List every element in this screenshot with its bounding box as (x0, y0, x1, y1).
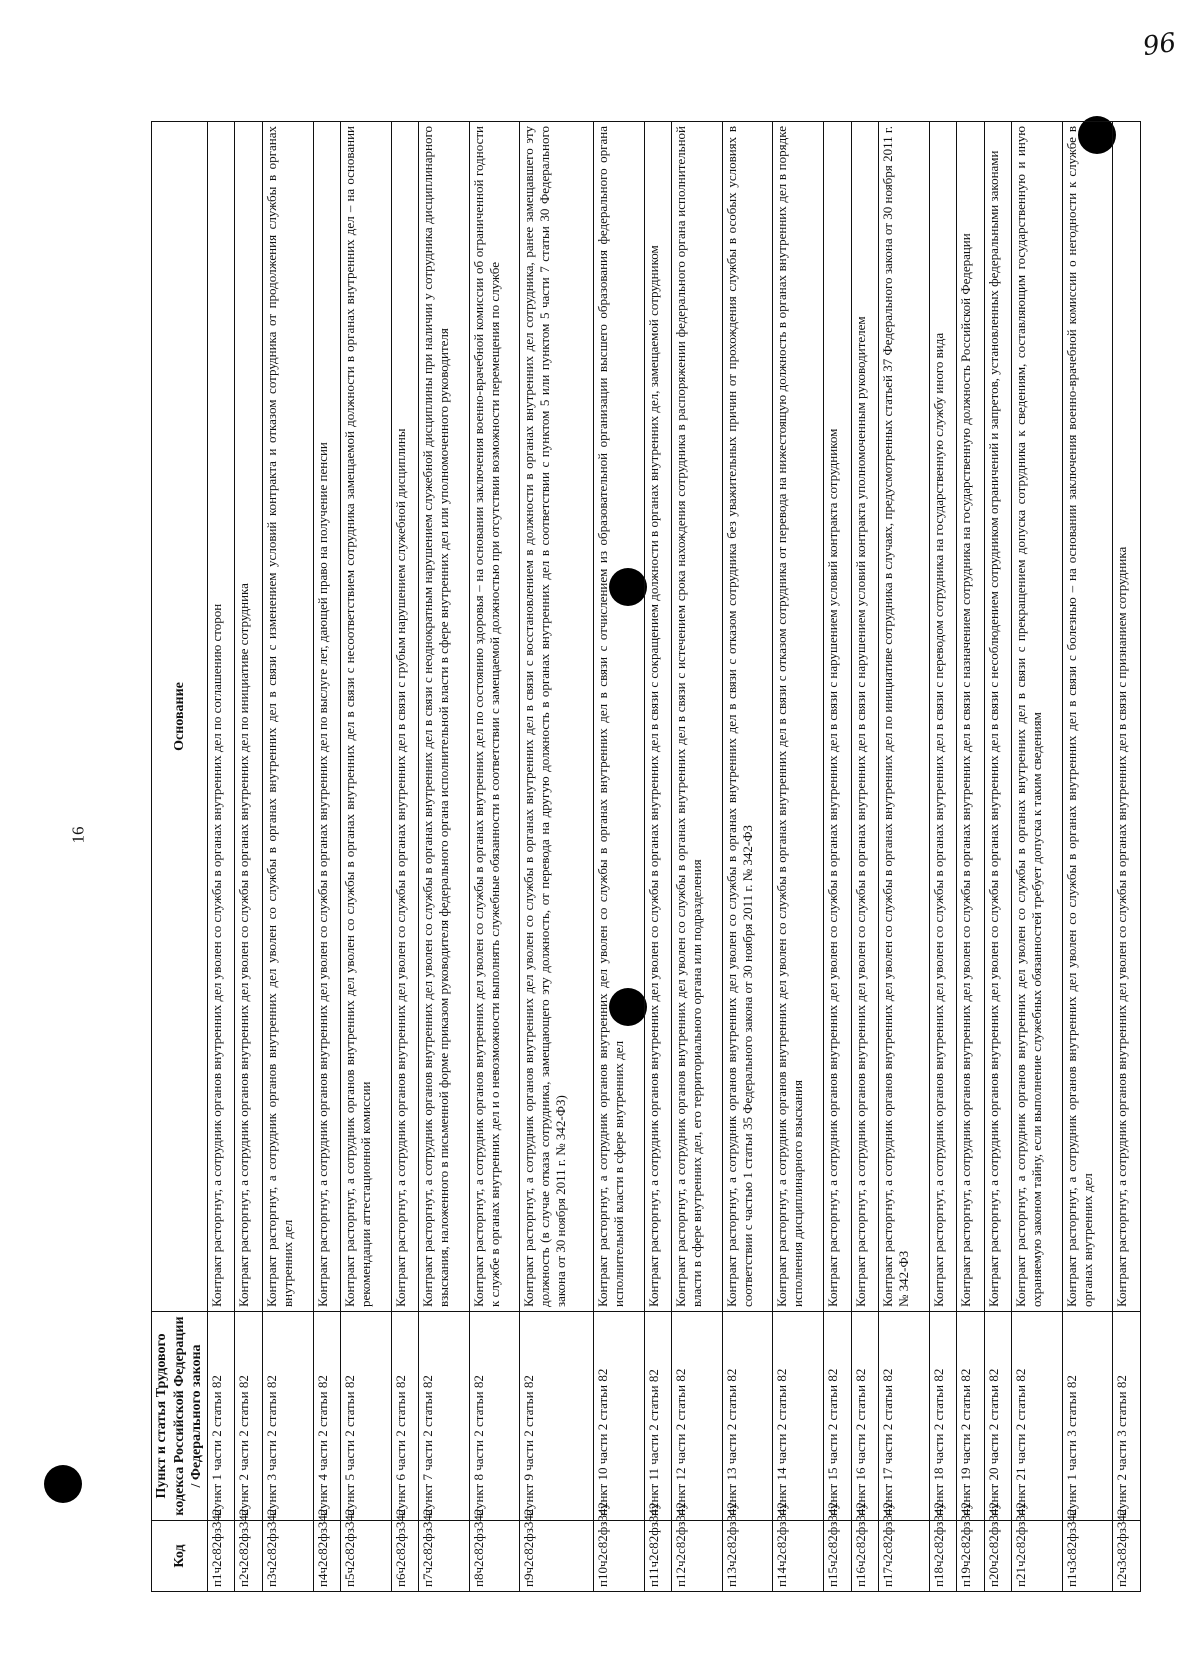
cell-code: п8ч2с82фз342 (469, 1521, 520, 1592)
table-row (1012, 122, 1063, 1592)
cell-basis: Контракт расторгнут, а сотрудник органов внутренних дел уволен со службы в органах внутренних дел по инициативе сотрудника в случаях, предусмотренных статьей 37 Федерального закона от 30 ноября 2011 г. № 342-ФЗ (879, 122, 930, 1312)
cell-code: п3ч2с82фз342 (262, 1521, 313, 1592)
table-row (722, 122, 773, 1592)
cell-code: п2ч2с82фз342 (235, 1521, 262, 1592)
table-row (235, 122, 262, 1592)
cell-article: пункт 12 части 2 статьи 82 (672, 1312, 723, 1521)
cell-basis: Контракт расторгнут, а сотрудник органов внутренних дел уволен со службы в органах внутренних дел в связи с грубым нарушением служебной дисциплины (391, 122, 418, 1312)
cell-code: п11ч2с82фз342 (644, 1521, 671, 1592)
table-row (957, 122, 984, 1592)
cell-basis: Контракт расторгнут, а сотрудник органов внутренних дел уволен со службы в органах внутренних дел в связи с восстановлением в должности в органах внутренних дел сотрудника, ранее замещавшего эту должность (в случае отказа сотрудника, замещающего эту должность, от перевода на другую должность в органах внутренних дел в соответствии с пунктом 5 или пунктом 5 части 7 статьи 30 Федерального закона от 30 ноября 2011 г. № 342-ФЗ) (520, 122, 594, 1312)
table-row (520, 122, 594, 1592)
table-body (208, 122, 1141, 1592)
table-row (851, 122, 878, 1592)
cell-article: пункт 20 части 2 статьи 82 (984, 1312, 1011, 1521)
cell-article: пункт 2 части 2 статьи 82 (235, 1312, 262, 1521)
cell-article: пункт 9 части 2 статьи 82 (520, 1312, 594, 1521)
table-row (262, 122, 313, 1592)
cell-code: п17ч2с82фз342 (879, 1521, 930, 1592)
cell-code: п16ч2с82фз342 (851, 1521, 878, 1592)
table-row (391, 122, 418, 1592)
cell-basis: Контракт расторгнут, а сотрудник органов внутренних дел уволен со службы в органах внутренних дел в связи с сокращением должности в органах внутренних дел, замещаемой сотрудником (644, 122, 671, 1312)
table-row (644, 122, 671, 1592)
table-row (594, 122, 645, 1592)
cell-basis: Контракт расторгнут, а сотрудник органов внутренних дел уволен со службы в органах внутренних дел в связи с несоответствием сотрудника замещаемой должности в органах внутренних дел – на основании рекомендации аттестационной комиссии (341, 122, 392, 1312)
dismissal-basis-table (151, 121, 1141, 1592)
cell-article: пункт 14 части 2 статьи 82 (773, 1312, 824, 1521)
cell-article: пункт 15 части 2 статьи 82 (824, 1312, 851, 1521)
cell-article: пункт 7 части 2 статьи 82 (419, 1312, 470, 1521)
cell-article: пункт 4 части 2 статьи 82 (313, 1312, 340, 1521)
table-row (469, 122, 520, 1592)
header-code: Код (152, 1521, 208, 1592)
cell-code: п10ч2с82фз342 (594, 1521, 645, 1592)
cell-article: пункт 11 части 2 статьи 82 (644, 1312, 671, 1521)
table-header-row (152, 122, 208, 1592)
table-row (824, 122, 851, 1592)
cell-code: п13ч2с82фз342 (722, 1521, 773, 1592)
cell-article: пункт 1 части 2 статьи 82 (208, 1312, 235, 1521)
table-row (1113, 122, 1141, 1592)
cell-code: п1ч2с82фз342 (208, 1521, 235, 1592)
cell-basis: Контракт расторгнут, а сотрудник органов внутренних дел уволен со службы в органах внутренних дел в связи с прекращением допуска сотрудника к сведениям, составляющим государственную и иную охраняемую законом тайну, если выполнение служебных обязанностей требует допуска к таким сведениям (1012, 122, 1063, 1312)
table-row (672, 122, 723, 1592)
cell-code: п5ч2с82фз342 (341, 1521, 392, 1592)
cell-code: п2ч3с82фз342 (1113, 1521, 1141, 1592)
cell-article: пункт 16 части 2 статьи 82 (851, 1312, 878, 1521)
cell-basis: Контракт расторгнут, а сотрудник органов внутренних дел уволен со службы в органах внутренних дел по инициативе сотрудника (235, 122, 262, 1312)
table-row (313, 122, 340, 1592)
cell-article: пункт 17 части 2 статьи 82 (879, 1312, 930, 1521)
cell-article: пункт 5 части 2 статьи 82 (341, 1312, 392, 1521)
cell-basis: Контракт расторгнут, а сотрудник органов внутренних дел уволен со службы в органах внутренних дел в связи с изменением условий контракта и отказом сотрудника от продолжения службы в органах внутренних дел (262, 122, 313, 1312)
cell-basis: Контракт расторгнут, а сотрудник органов внутренних дел уволен со службы в органах внутренних дел в связи с отказом сотрудника от перевода на нижестоящую должность в органах внутренних дел в порядке исполнения дисциплинарного взыскания (773, 122, 824, 1312)
table-row (341, 122, 392, 1592)
cell-code: п4ч2с82фз342 (313, 1521, 340, 1592)
cell-article: пункт 3 части 2 статьи 82 (262, 1312, 313, 1521)
cell-basis: Контракт расторгнут, а сотрудник органов внутренних дел уволен со службы в органах внутренних дел в связи с болезнью – на основании заключения военно-врачебной комиссии о негодности к службе в органах внутренних дел (1062, 122, 1113, 1312)
cell-article: пункт 6 части 2 статьи 82 (391, 1312, 418, 1521)
cell-article: пункт 13 части 2 статьи 82 (722, 1312, 773, 1521)
table-row (1062, 122, 1113, 1592)
cell-basis: Контракт расторгнут, а сотрудник органов внутренних дел уволен со службы в органах внутренних дел в связи с неоднократным нарушением служебной дисциплины при наличии у сотрудника дисциплинарного взыскания, наложенного в письменной форме приказом руководителя федерального органа исполнительной власти в сфере внутренних дел или уполномоченного руководителя (419, 122, 470, 1312)
cell-code: п6ч2с82фз342 (391, 1521, 418, 1592)
cell-article: пункт 8 части 2 статьи 82 (469, 1312, 520, 1521)
cell-basis: Контракт расторгнут, а сотрудник органов внутренних дел уволен со службы в органах внутренних дел по состоянию здоровья – на основании заключения военно-врачебной комиссии об ограниченной годности к службе в органах внутренних дел и о невозможности выполнять служебные обязанности в соответствии с замещаемой должностью при отсутствии возможности перемещения по службе (469, 122, 520, 1312)
cell-basis: Контракт расторгнут, а сотрудник органов внутренних дел уволен со службы в органах внутренних дел в связи с нарушением условий контракта сотрудником (824, 122, 851, 1312)
cell-code: п14ч2с82фз342 (773, 1521, 824, 1592)
handwritten-page-number: 96 (1141, 27, 1179, 63)
cell-basis: Контракт расторгнут, а сотрудник органов внутренних дел уволен со службы в органах внутренних дел в связи с отчислением из образовательной организации высшего образования федерального органа исполнительной власти в сфере внутренних дел (594, 122, 645, 1312)
table-row (984, 122, 1011, 1592)
table-row (419, 122, 470, 1592)
table-row (208, 122, 235, 1592)
cell-code: п9ч2с82фз342 (520, 1521, 594, 1592)
cell-basis: Контракт расторгнут, а сотрудник органов внутренних дел уволен со службы в органах внутренних дел в связи с переводом сотрудника на государственную службу иного вида (929, 122, 956, 1312)
table-row (929, 122, 956, 1592)
cell-basis: Контракт расторгнут, а сотрудник органов внутренних дел уволен со службы в органах внутренних дел в связи с нарушением условий контракта уполномоченным руководителем (851, 122, 878, 1312)
cell-basis: Контракт расторгнут, а сотрудник органов внутренних дел уволен со службы в органах внутренних дел в связи с истечением срока нахождения сотрудника в распоряжении федерального органа исполнительной власти в сфере внутренних дел, его территориального органа или подразделения (672, 122, 723, 1312)
cell-basis: Контракт расторгнут, а сотрудник органов внутренних дел уволен со службы в органах внутренних дел в связи с признанием сотрудника (1113, 122, 1141, 1312)
cell-article: пункт 19 части 2 статьи 82 (957, 1312, 984, 1521)
cell-code: п12ч2с82фз342 (672, 1521, 723, 1592)
cell-code: п7ч2с82фз342 (419, 1521, 470, 1592)
cell-article: пункт 18 части 2 статьи 82 (929, 1312, 956, 1521)
cell-code: п1ч3с82фз342 (1062, 1521, 1113, 1592)
cell-basis: Контракт расторгнут, а сотрудник органов внутренних дел уволен со службы в органах внутренних дел в связи с несоблюдением сотрудником ограничений и запретов, установленных федеральными законами (984, 122, 1011, 1312)
cell-basis: Контракт расторгнут, а сотрудник органов внутренних дел уволен со службы в органах внутренних дел по выслуге лет, дающей право на получение пенсии (313, 122, 340, 1312)
rotated-table-container (151, 122, 1141, 1592)
cell-code: п21ч2с82фз342 (1012, 1521, 1063, 1592)
table-row (773, 122, 824, 1592)
cell-article: пункт 2 части 3 статьи 82 (1113, 1312, 1141, 1521)
page-number: 16 (68, 826, 88, 844)
cell-article: пункт 21 части 2 статьи 82 (1012, 1312, 1063, 1521)
cell-code: п18ч2с82фз342 (929, 1521, 956, 1592)
punch-hole-bottom (44, 1465, 82, 1503)
header-basis: Основание (152, 122, 208, 1312)
cell-article: пункт 10 части 2 статьи 82 (594, 1312, 645, 1521)
cell-code: п15ч2с82фз342 (824, 1521, 851, 1592)
cell-basis: Контракт расторгнут, а сотрудник органов внутренних дел уволен со службы в органах внутренних дел по соглашению сторон (208, 122, 235, 1312)
cell-basis: Контракт расторгнут, а сотрудник органов внутренних дел уволен со службы в органах внутренних дел в связи с отказом сотрудника без уважительных причин от прохождения службы в особых условиях в соответствии с частью 1 статьи 35 Федерального закона от 30 ноября 2011 г. № 342-ФЗ (722, 122, 773, 1312)
cell-code: п19ч2с82фз342 (957, 1521, 984, 1592)
header-article: Пункт и статья Трудового кодекса Российской Федерации / Федерального закона (152, 1312, 208, 1521)
cell-basis: Контракт расторгнут, а сотрудник органов внутренних дел уволен со службы в органах внутренних дел в связи с назначением сотрудника на государственную должность Российской Федерации (957, 122, 984, 1312)
cell-code: п20ч2с82фз342 (984, 1521, 1011, 1592)
table-row (879, 122, 930, 1592)
cell-article: пункт 1 части 3 статьи 82 (1062, 1312, 1113, 1521)
